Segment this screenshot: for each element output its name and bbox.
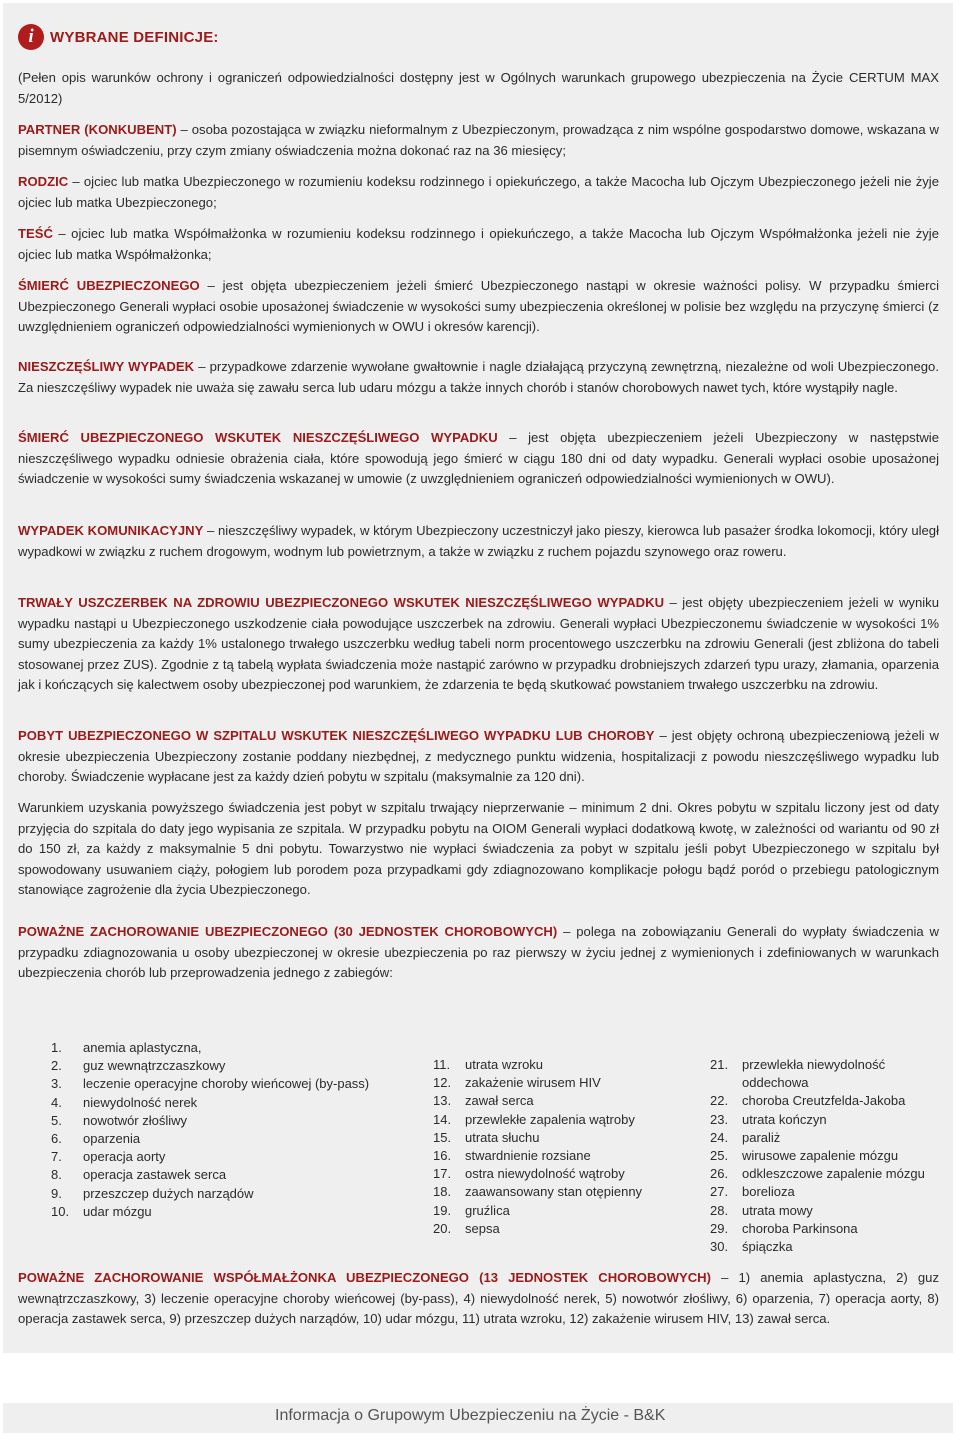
section-title: WYBRANE DEFINICJE: — [50, 28, 219, 46]
definition-term: TEŚĆ — [18, 226, 53, 241]
definition-term: POBYT UBEZPIECZONEGO W SZPITALU WSKUTEK NIESZCZĘŚLIWEGO WYPADKU LUB CHOROBY — [18, 728, 655, 743]
list-item: 12. zakażenie wirusem HIV — [433, 1075, 601, 1091]
disease-list-col-3 — [710, 1056, 945, 1256]
list-item: 6. oparzenia — [51, 1131, 141, 1147]
list-item: 22. choroba Creutzfelda-Jakoba — [710, 1093, 906, 1109]
definition-text: – nieszczęśliwy wypadek, w którym Ubezpieczony uczestniczył jako pieszy, kierowca lub pasażer środka lokomocji, który uległ wypadkowi w związku z ruchem drogowym, wodnym lub powietrznym, a także w związku z ruchem pojazdu szynowego oraz roweru. — [18, 523, 939, 559]
definition-term: ŚMIERĆ UBEZPIECZONEGO WSKUTEK NIESZCZĘŚLIWEGO WYPADKU — [18, 430, 498, 445]
definition-term: POWAŻNE ZACHOROWANIE UBEZPIECZONEGO (30 JEDNOSTEK CHOROBOWYCH) — [18, 924, 558, 939]
list-item: 30. śpiączka — [710, 1239, 793, 1255]
definition-text: – polega na zobowiązaniu Generali do wypłaty świadczenia w przypadku zdiagnozowania u osoby ubezpieczonej w okresie ubezpieczenia po raz pierwszy w życiu jednej z wymienionych i zdefiniowanych w warunkach ubezpieczenia chorób lub przeprowadzenia jednego z zabiegów: — [18, 924, 939, 980]
definition-text: – ojciec lub matka Ubezpieczonego w rozumieniu kodeksu rodzinnego i opiekuńczego, a także Macocha lub Ojczym Ubezpieczonego jeżeli nie żyje ojciec lub matka Ubezpieczonego; — [18, 174, 939, 210]
disease-list-col-2 — [433, 1056, 693, 1238]
list-item: 2. guz wewnątrzczaszkowy — [51, 1058, 226, 1074]
list-item: 3. leczenie operacyjne choroby wieńcowej (by-pass) — [51, 1076, 370, 1092]
footer-text: Informacja o Grupowym Ubezpieczeniu na Życie - B&K — [275, 1407, 666, 1424]
definition-term: TRWAŁY USZCZERBEK NA ZDROWIU UBEZPIECZONEGO WSKUTEK NIESZCZĘŚLIWEGO WYPADKU — [18, 595, 665, 610]
disease-list-col-1 — [51, 1039, 376, 1221]
definition-trwaly-uszczerbek — [18, 593, 939, 696]
definition-pobyt-w-szpitalu — [18, 726, 939, 788]
list-item: 20. sepsa — [433, 1220, 500, 1236]
definition-tesc — [18, 224, 939, 265]
definition-rodzic — [18, 172, 939, 213]
list-item: 18. zaawansowany stan otępienny — [433, 1184, 643, 1200]
list-item: 25. wirusowe zapalenie mózgu — [710, 1148, 899, 1164]
definition-text: – ojciec lub matka Współmałżonka w rozumieniu kodeksu rodzinnego i opiekuńczego, a także Macocha lub Ojczym Współmałżonka jeżeli nie żyje ojciec lub matka Współmałżonka; — [18, 226, 939, 262]
hospital-conditions — [18, 798, 939, 901]
definition-text: – przypadkowe zdarzenie wywołane gwałtownie i nagle działającą przyczyną zewnętrzną, niezależne od woli Ubezpieczonego. Za nieszczęśliwy wypadek nie uważa się zawału serca lub udaru mózgu a także innych chorób i stanów chorobowych nawet tych, które wystąpiły nagle. — [18, 359, 939, 395]
definition-term: ŚMIERĆ UBEZPIECZONEGO — [18, 278, 200, 293]
definition-wypadek-komunikacyjny — [18, 521, 939, 562]
list-item: 16. stwardnienie rozsiane — [433, 1148, 591, 1164]
list-item: 29. choroba Parkinsona — [710, 1220, 858, 1236]
definition-term: RODZIC — [18, 174, 69, 189]
intro-text: (Pełen opis warunków ochrony i ograniczeń odpowiedzialności dostępny jest w Ogólnych warunkach grupowego ubezpieczenia na Życie CERTUM MAX 5/2012) — [18, 70, 939, 106]
definition-text: – jest objęty ochroną ubezpieczeniową jeżeli w okresie ubezpieczenia Ubezpieczony zostanie poddany niezbędnej, z medycznego punktu widzenia, hospitalizacji z powodu nieszczęśliwego wypadku lub choroby. Świadczenie wypłacane jest za każdy dzień pobytu w szpitalu (maksymalnie za 120 dni). — [18, 728, 939, 784]
definition-zachorowanie-wspolmalzonka — [18, 1268, 939, 1330]
list-item: 24. paraliż — [710, 1129, 781, 1145]
list-item: 9. przeszczep dużych narządów — [51, 1185, 254, 1201]
intro-note — [18, 68, 939, 109]
definition-powazne-zachorowanie — [18, 922, 939, 984]
list-item: 8. operacja zastawek serca — [51, 1167, 227, 1183]
definition-text: – jest objęty ubezpieczeniem jeżeli w wyniku wypadku nastąpi u Ubezpieczonego uszkodzenie ciała powodujące uszczerbek na zdrowiu. Generali wypłaci Ubezpieczonemu świadczenie w wysokości 1% sumy ubezpieczenia za każdy 1% ustalonego trwałego uszczerbku według tabeli norm procentowego uszczerbku na zdrowiu Generali (jest zbliżona do tabeli stosowanej przez ZUS). Zgodnie z tą tabelą wypłata świadczenia może nastąpić zarówno w przypadku drobniejszych zdarzeń typu urazy, złamania, oparzenia jak i kończących się kalectwem osoby ubezpieczonej pod warunkiem, że zdarzenia te będą skutkować powstaniem trwałego uszczerbku na zdrowiu. — [18, 595, 939, 692]
list-item: 10. udar mózgu — [51, 1203, 152, 1219]
definition-text: – jest objęta ubezpieczeniem jeżeli śmierć Ubezpieczonego nastąpi w okresie ważności polisy. W przypadku śmierci Ubezpieczonego Generali wypłaci osobie uposażonej świadczenie w wysokości sumy ubezpieczenia określonej w polisie bez względu na przyczynę śmierci (z uwzględnieniem ograniczeń odpowiedzialności wymienionych w OWU i okresów karencji). — [18, 278, 939, 334]
list-item: 17. ostra niewydolność wątroby — [433, 1166, 625, 1182]
definition-text: – osoba pozostająca w związku nieformalnym z Ubezpieczonym, prowadząca z nim wspólne gospodarstwo domowe, wskazana w pisemnym oświadczeniu, przy czym zmiany oświadczenia można dokonać raz na 36 miesięcy; — [18, 122, 939, 158]
definition-term: WYPADEK KOMUNIKACYJNY — [18, 523, 204, 538]
list-item: 5. nowotwór złośliwy — [51, 1112, 188, 1128]
definition-nieszczesliwy-wypadek — [18, 357, 939, 398]
list-item: 1. anemia aplastyczna, — [51, 1040, 202, 1055]
definition-smierc — [18, 276, 939, 338]
list-item: 21. przewlekła niewydolność oddechowa — [710, 1057, 886, 1091]
definition-term: POWAŻNE ZACHOROWANIE WSPÓŁMAŁŻONKA UBEZPIECZONEGO (13 JEDNOSTEK CHOROBOWYCH) — [18, 1270, 711, 1285]
definition-text: – 1) anemia aplastyczna, 2) guz wewnątrzczaszkowy, 3) leczenie operacyjne choroby wieńcowej (by-pass), 4) niewydolność nerek, 5) nowotwór złośliwy, 6) oparzenia, 7) operacja aorty, 8) operacja zastawek serca, 9) przeszczep dużych narządów, 10) udar mózgu, 11) utrata wzroku, 12) zakażenie wirusem HIV, 13) zawał serca. — [18, 1270, 940, 1326]
list-item: 11. utrata wzroku — [433, 1057, 544, 1072]
definition-partner — [18, 120, 939, 161]
list-item: 13. zawał serca — [433, 1093, 534, 1109]
list-item: 23. utrata kończyn — [710, 1111, 827, 1127]
list-item: 28. utrata mowy — [710, 1202, 813, 1218]
info-icon: i — [18, 24, 44, 50]
list-item: 7. operacja aorty — [51, 1149, 166, 1165]
section-header — [18, 22, 219, 52]
list-item: 14. przewlekłe zapalenia wątroby — [433, 1111, 635, 1127]
list-item: 26. odkleszczowe zapalenie mózgu — [710, 1166, 925, 1182]
list-item: 15. utrata słuchu — [433, 1129, 540, 1145]
definition-text: – jest objęta ubezpieczeniem jeżeli Ubezpieczony w następstwie nieszczęśliwego wypadku odniesie obrażenia ciała, które spowodują jego śmierć w ciągu 180 dni od daty wypadku. Generali wypłaci osobie uposażonej świadczenie w wysokości sumy świadczenia wskazanej w umowie (z uwzględnieniem ograniczeń odpowiedzialności wymienionych w OWU). — [18, 430, 939, 486]
list-item: 19. gruźlica — [433, 1202, 510, 1218]
definition-term: NIESZCZĘŚLIWY WYPADEK — [18, 359, 195, 374]
list-item: 4. niewydolność nerek — [51, 1094, 198, 1110]
hospital-conditions-text: Warunkiem uzyskania powyższego świadczenia jest pobyt w szpitalu trwający nieprzerwanie – minimum 2 dni. Okres pobytu w szpitalu liczony jest od daty przyjęcia do szpitala do daty jego wypisania ze szpitala. W przypadku pobytu na OIOM Generali wypłaci dodatkową kwotę, w zależności od wariantu od 90 zł do 150 zł, za każdy z maksymalnie 5 dni pobytu. Towarzystwo nie wypłaci świadczenia za pobyt w szpitalu jeśli pobyt Ubezpieczonego w szpitalu był spowodowany usuwaniem ciąży, połogiem lub porodem poza przypadkami gdy zdiagnozowano komplikacje połogu bądź poród o przebiegu patologicznym stanowiące zagrożenie dla życia Ubezpieczonego. — [18, 800, 939, 897]
definition-term: PARTNER (KONKUBENT) — [18, 122, 177, 137]
list-item: 27. borelioza — [710, 1184, 795, 1200]
definition-smierc-nw — [18, 428, 939, 490]
